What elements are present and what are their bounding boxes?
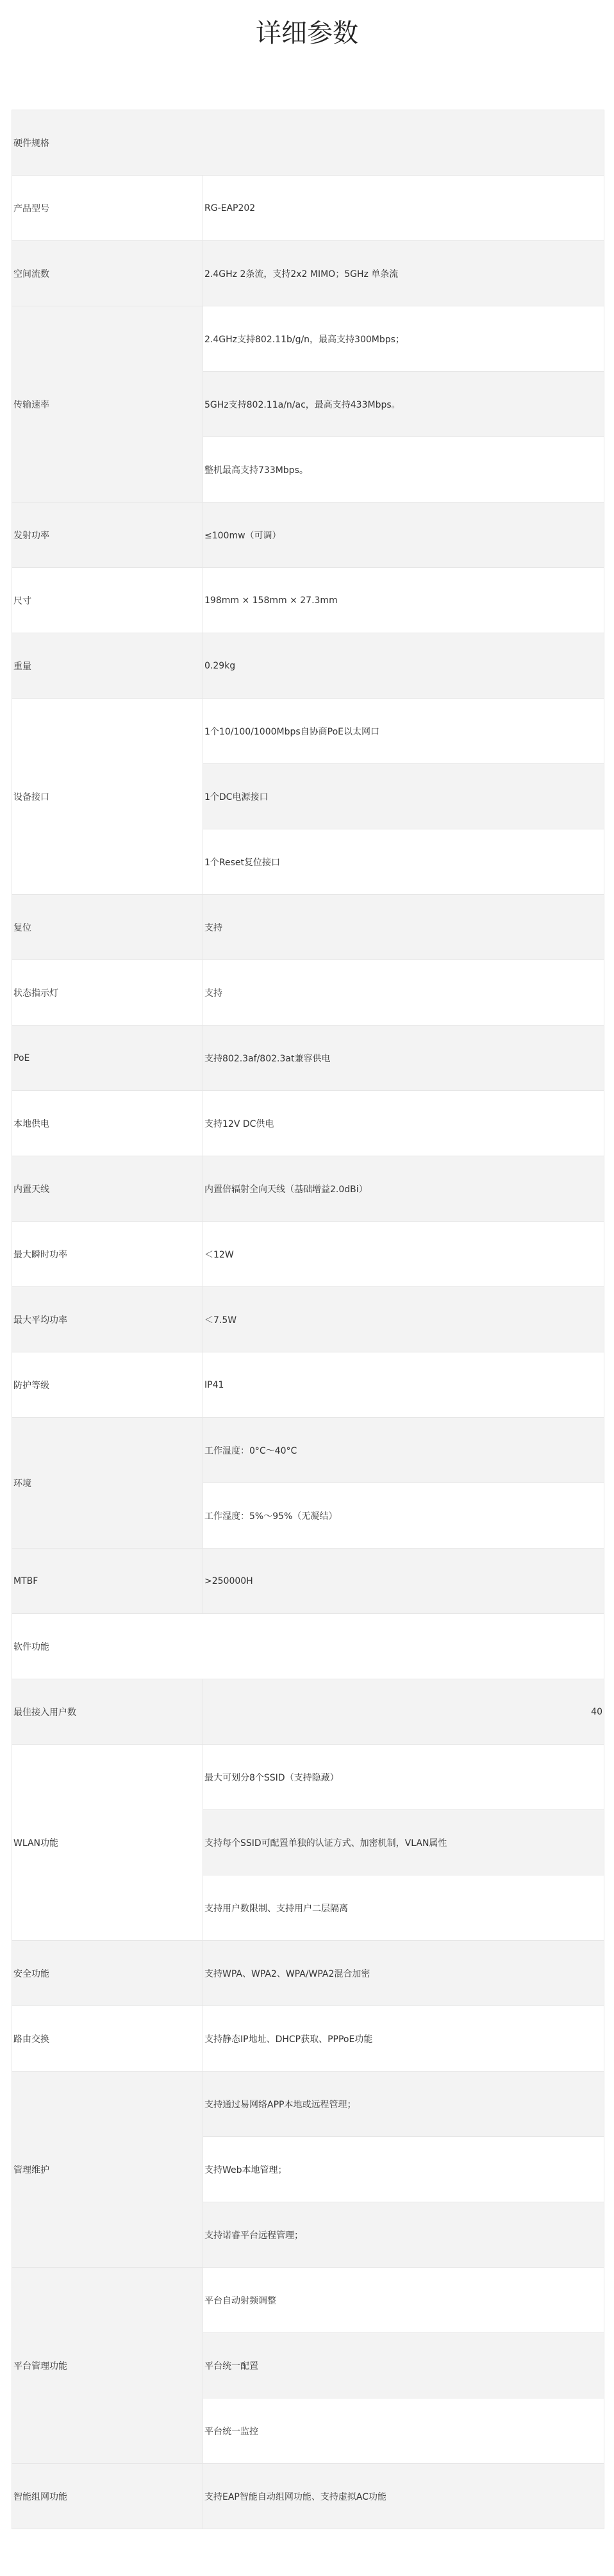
row-label: 安全功能 (12, 1941, 203, 2006)
section-hardware: 硬件规格 (12, 110, 604, 176)
row-label: PoE (12, 1026, 203, 1091)
row-value: 198mm × 158mm × 27.3mm (203, 568, 604, 633)
row-value: ＜12W (203, 1222, 604, 1287)
table-row (12, 241, 604, 306)
row-label: 路由交换 (12, 2006, 203, 2072)
row-label: MTBF (12, 1549, 203, 1614)
row-value: 支持EAP智能自动组网功能、支持虚拟AC功能 (203, 2464, 604, 2529)
row-label: 尺寸 (12, 568, 203, 633)
table-row (12, 2268, 604, 2333)
row-value: 支持Web本地管理； (203, 2137, 604, 2202)
row-value: 0.29kg (203, 633, 604, 699)
row-value: 平台自动射频调整 (203, 2268, 604, 2333)
row-label: 传输速率 (12, 306, 203, 503)
table-row (12, 2006, 604, 2072)
table-row (12, 568, 604, 633)
row-label: 防护等级 (12, 1352, 203, 1418)
table-row (12, 960, 604, 1026)
table-row (12, 1287, 604, 1352)
row-label: 内置天线 (12, 1156, 203, 1222)
table-row (12, 1679, 604, 1745)
table-row (12, 2464, 604, 2529)
row-label: 空间流数 (12, 241, 203, 306)
table-row (12, 895, 604, 960)
row-value: 最大可划分8个SSID（支持隐藏） (203, 1745, 604, 1810)
row-value: 支持诺睿平台远程管理； (203, 2202, 604, 2268)
row-label: 平台管理功能 (12, 2268, 203, 2464)
row-value: 2.4GHz 2条流，支持2x2 MIMO；5GHz 单条流 (203, 241, 604, 306)
table-row (12, 503, 604, 568)
row-value: RG-EAP202 (203, 176, 604, 241)
table-row (12, 2072, 604, 2137)
row-value: 支持WPA、WPA2、WPA/WPA2混合加密 (203, 1941, 604, 2006)
row-label: 本地供电 (12, 1091, 203, 1156)
row-value: IP41 (203, 1352, 604, 1418)
table-row (12, 306, 604, 372)
row-value: >250000H (203, 1549, 604, 1614)
row-label: 发射功率 (12, 503, 203, 568)
page-title: 详细参数 (256, 19, 358, 48)
table-row (12, 1091, 604, 1156)
row-label: 最大平均功率 (12, 1287, 203, 1352)
row-label: 复位 (12, 895, 203, 960)
table-row (12, 1614, 604, 1679)
row-value: 1个DC电源接口 (203, 764, 604, 829)
table-row (12, 1222, 604, 1287)
row-value: 支持 (203, 895, 604, 960)
row-value: 工作湿度：5%～95%（无凝结） (203, 1483, 604, 1549)
table-row (12, 176, 604, 241)
row-value: 1个10/100/1000Mbps自协商PoE以太网口 (203, 699, 604, 764)
row-label: WLAN功能 (12, 1745, 203, 1941)
row-value: 平台统一监控 (203, 2398, 604, 2464)
row-label: 智能组网功能 (12, 2464, 203, 2529)
row-label: 重量 (12, 633, 203, 699)
row-value: 整机最高支持733Mbps。 (203, 437, 604, 503)
table-row (12, 1156, 604, 1222)
row-value: ≤100mw（可调） (203, 503, 604, 568)
row-value: 5GHz支持802.11a/n/ac，最高支持433Mbps。 (203, 372, 604, 437)
row-label: 最大瞬时功率 (12, 1222, 203, 1287)
row-value: 2.4GHz支持802.11b/g/n，最高支持300Mbps； (203, 306, 604, 372)
row-label: 环境 (12, 1418, 203, 1549)
row-value: 平台统一配置 (203, 2333, 604, 2398)
table-row (12, 1418, 604, 1483)
row-value: 支持用户数限制、支持用户二层隔离 (203, 1875, 604, 1941)
table-row (12, 1941, 604, 2006)
row-value: 1个Reset复位接口 (203, 829, 604, 895)
row-value: 支持802.3af/802.3at兼容供电 (203, 1026, 604, 1091)
section-software: 软件功能 (12, 1614, 604, 1679)
table-row (12, 633, 604, 699)
table-row (12, 1745, 604, 1810)
row-value: 支持静态IP地址、DHCP获取、PPPoE功能 (203, 2006, 604, 2072)
table-row (12, 110, 604, 176)
row-value: 内置倍辐射全向天线（基础增益2.0dBi） (203, 1156, 604, 1222)
row-label: 状态指示灯 (12, 960, 203, 1026)
row-label: 最佳接入用户数 (12, 1679, 203, 1745)
spec-table (12, 110, 604, 2529)
table-row (12, 1549, 604, 1614)
row-value: 支持 (203, 960, 604, 1026)
row-label: 设备接口 (12, 699, 203, 895)
table-row (12, 1026, 604, 1091)
row-value: 支持每个SSID可配置单独的认证方式、加密机制，VLAN属性 (203, 1810, 604, 1875)
row-value: 工作温度：0°C～40°C (203, 1418, 604, 1483)
row-label: 管理维护 (12, 2072, 203, 2268)
table-row (12, 1352, 604, 1418)
row-label: 产品型号 (12, 176, 203, 241)
row-value: ＜7.5W (203, 1287, 604, 1352)
table-row (12, 699, 604, 764)
row-value: 40 (203, 1679, 604, 1745)
row-value: 支持12V DC供电 (203, 1091, 604, 1156)
row-value: 支持通过易网络APP本地或远程管理； (203, 2072, 604, 2137)
